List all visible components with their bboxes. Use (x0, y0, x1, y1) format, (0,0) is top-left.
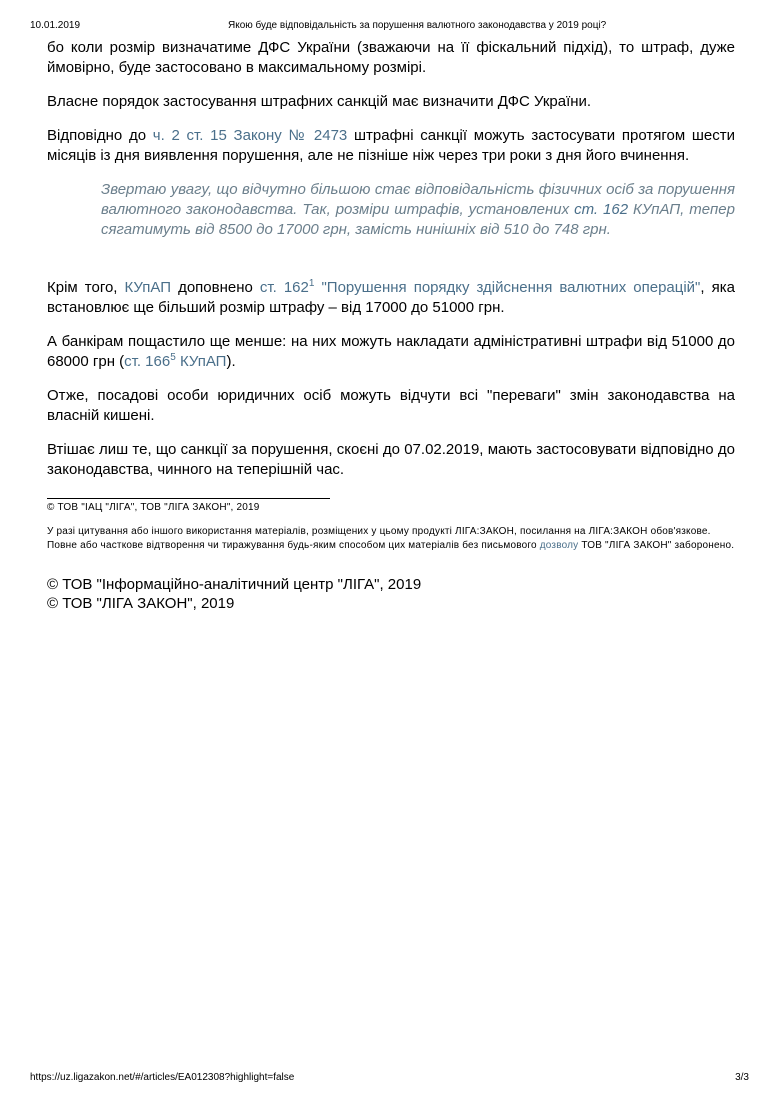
paragraph-3-pre: Відповідно до (47, 127, 153, 144)
paragraph-6: Отже, посадові особи юридичних осіб можуть відчути всі "переваги" змін законодавства на власній кишені. (47, 387, 735, 424)
reproduction-notice (47, 539, 735, 553)
law-2473-link[interactable]: ч. 2 ст. 15 Закону № 2473 (152, 127, 348, 144)
currency-violation-title-link[interactable]: "Порушення порядку здійснення валютних операцій" (314, 279, 701, 296)
paragraph-3 (47, 126, 735, 166)
copyright-line-1: © ТОВ "Інформаційно-аналітичний центр "ЛІГА", 2019 (47, 576, 422, 593)
paragraph-5-pre: А банкірам пощастило ще менше: на них можуть накладати адміністративні штрафи від 51000 до 68000 грн ( (47, 333, 735, 370)
blockquote-note (101, 180, 735, 240)
footer-url: https://uz.ligazakon.net/#/articles/EA012308?highlight=false (30, 1072, 295, 1083)
paragraph-3-post: штрафні санкції можуть застосувати протягом шести місяців із дня виявлення порушення, але не пізніше ніж через три роки з дня його вчинення. (47, 127, 736, 164)
citation-notice: У разі цитування або іншого використання матеріалів, розміщених у цьому продукті ЛІГА:ЗАКОН, посилання на ЛІГА:ЗАКОН обов'язкове. (47, 526, 711, 537)
paragraph-4-mid: доповнено (171, 279, 260, 296)
paragraph-5 (47, 332, 735, 372)
paragraph-2: Власне порядок застосування штрафних санкцій має визначити ДФС України. (47, 93, 592, 110)
article-166-5-label: ст. 166 (124, 353, 171, 370)
article-162-1-sup: 1 (308, 278, 315, 289)
article-162-1-label: ст. 162 (259, 279, 309, 296)
header-title: Якою буде відповідальність за порушення валютного законодавства у 2019 році? (228, 20, 607, 31)
article-166-5-link[interactable] (124, 353, 226, 370)
paragraph-5-post: ). (226, 353, 236, 370)
kupap-link[interactable]: КУпАП (124, 279, 172, 296)
article-content (47, 38, 735, 613)
article-162-1-link[interactable] (260, 279, 315, 296)
header-date: 10.01.2019 (30, 20, 81, 31)
paragraph-4-post: , яка встановлює ще більший розмір штрафу – від 17000 до 51000 грн. (47, 279, 735, 316)
article-166-5-suffix: КУпАП (175, 353, 227, 370)
quote-post: КУпАП, тепер сягатимуть від 8500 до 17000 грн, замість нинішніх від 510 до 748 грн. (101, 201, 735, 238)
footnote-divider (47, 498, 330, 499)
copyright-line-2: © ТОВ "ЛІГА ЗАКОН", 2019 (47, 595, 235, 612)
reproduction-notice-post: ТОВ "ЛІГА ЗАКОН" заборонено. (578, 540, 735, 551)
reproduction-notice-pre: Повне або часткове відтворення чи тиражування будь-яким способом цих матеріалів без письмового (47, 540, 540, 551)
permission-link[interactable]: дозволу (539, 540, 579, 551)
page-number: 3/3 (735, 1072, 749, 1083)
paragraph-1: бо коли розмір визначатиме ДФС України (зважаючи на її фіскальний підхід), то штраф, дуже ймовірно, буде застосовано в максимальному розмірі. (47, 39, 735, 76)
paragraph-7: Втішає лиш те, що санкції за порушення, скоєні до 07.02.2019, мають застосовувати відповідно до законодавства, чинного на теперішній час. (47, 441, 735, 478)
article-166-5-sup: 5 (170, 352, 176, 363)
paragraph-4 (47, 278, 735, 318)
quote-pre: Звертаю увагу, що відчутно більшою стає відповідальність фізичних осіб за порушення валютного законодавства. Так, розміри штрафів, установлених (101, 181, 735, 218)
article-162-link[interactable]: ст. 162 (574, 201, 629, 218)
paragraph-4-pre: Крім того, (47, 279, 125, 296)
copyright-small: © ТОВ "ІАЦ "ЛІГА", ТОВ "ЛІГА ЗАКОН", 2019 (47, 502, 260, 513)
